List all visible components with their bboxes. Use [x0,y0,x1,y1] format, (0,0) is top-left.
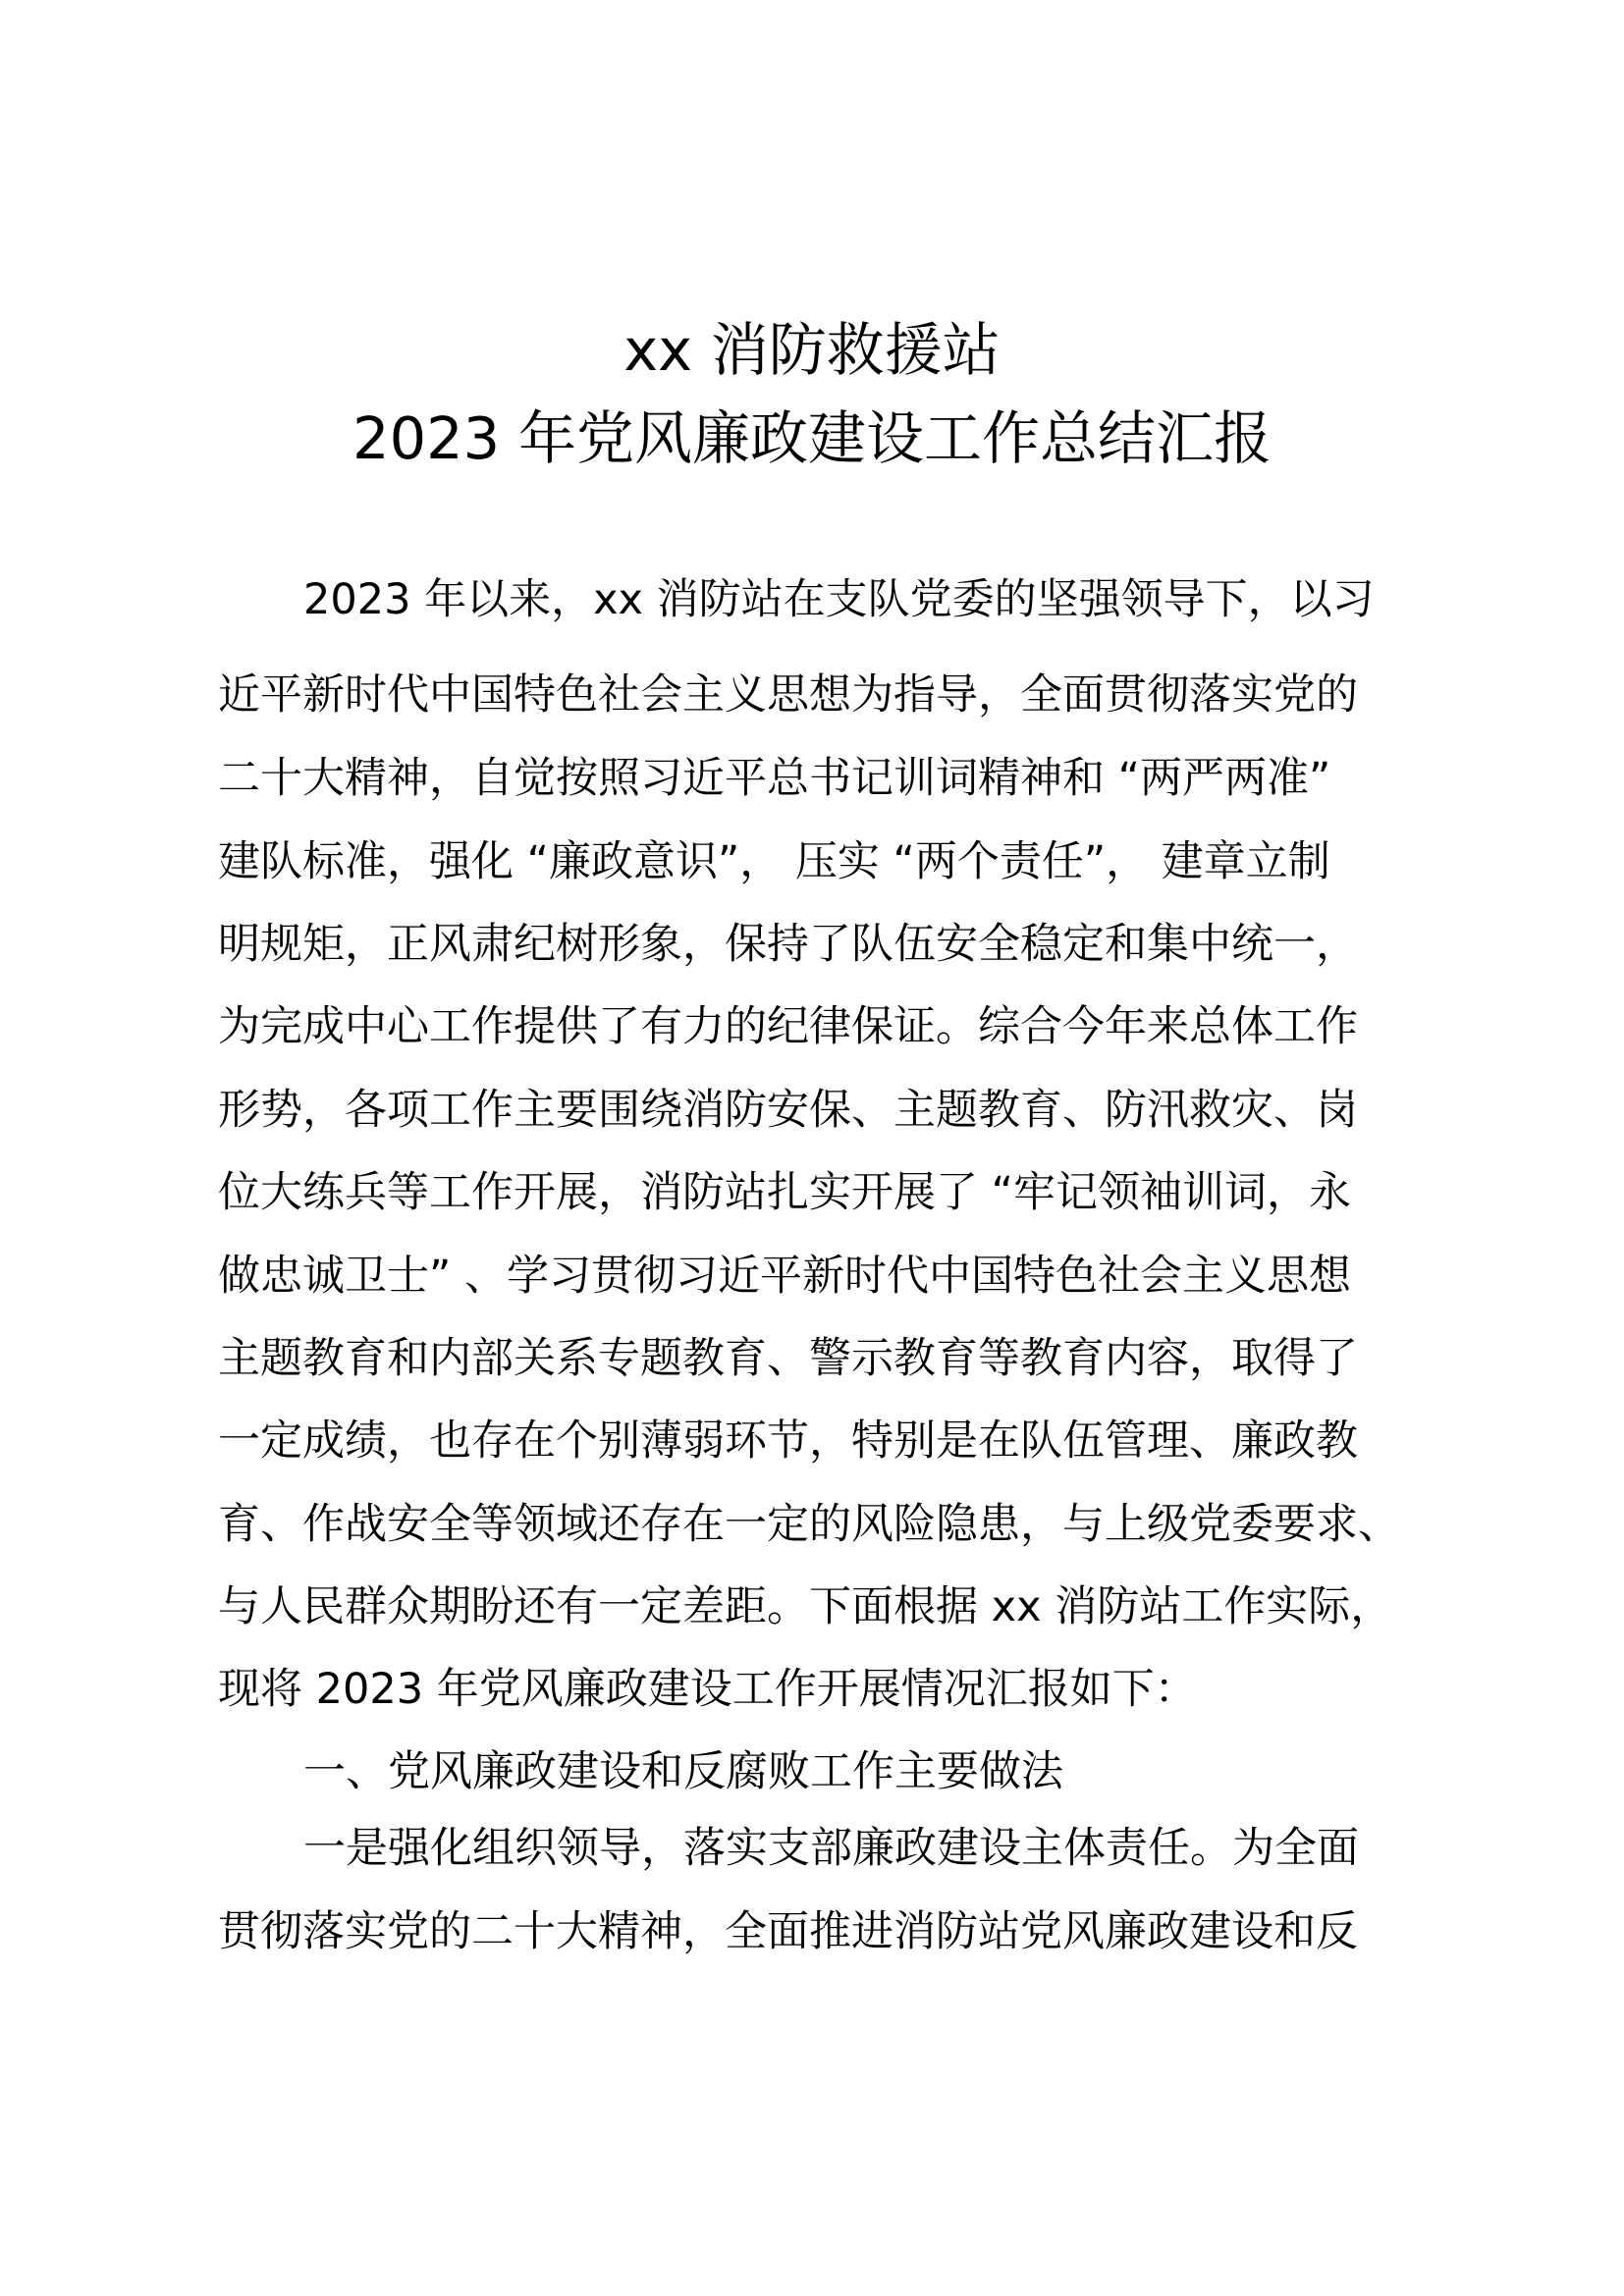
section-heading: 一、党风廉政建设和反腐败工作主要做法 [303,1747,1063,1796]
body-line: 贯彻落实党的二十大精神，全面推进消防站党风廉政建设和反 [218,1907,1358,1956]
body-line: 建队标准，强化 “廉政意识”， 压实 “两个责任”， 建章立制 [218,837,1330,886]
body-line: 二十大精神，自觉按照习近平总书记训词精神和 “两严两准” [218,754,1331,803]
document-title-line-2: 2023 年党风廉政建设工作总结汇报 [352,404,1272,472]
body-line: 位大练兵等工作开展，消防站扎实开展了 “牢记领袖训词，永 [218,1168,1351,1217]
body-line: 一定成绩，也存在个别薄弱环节，特别是在队伍管理、廉政教 [218,1416,1358,1466]
body-line: 为完成中心工作提供了有力的纪律保证。综合今年来总体工作 [218,1002,1358,1051]
body-line: 明规矩，正风肃纪树形象，保持了队伍安全稳定和集中统一， [218,920,1358,969]
body-line: 形势，各项工作主要围绕消防安保、主题教育、防汛救灾、岗 [218,1086,1358,1135]
body-line: 做忠诚卫士” 、学习贯彻习近平新时代中国特色社会主义思想 [218,1252,1351,1301]
body-line: 育、作战安全等领域还存在一定的风险隐患，与上级党委要求、 [218,1500,1400,1549]
body-line: 现将 2023 年党风廉政建设工作开展情况汇报如下： [218,1665,1197,1714]
body-line: 与人民群众期盼还有一定差距。下面根据 xx 消防站工作实际， [218,1582,1393,1631]
body-line: 主题教育和内部关系专题教育、警示教育等教育内容，取得了 [218,1334,1358,1383]
body-line: 2023 年以来，xx 消防站在支队党委的坚强领导下，以习 [303,575,1375,624]
body-line: 近平新时代中国特色社会主义思想为指导，全面贯彻落实党的 [218,670,1358,720]
body-line: 一是强化组织领导，落实支部廉政建设主体责任。为全面 [303,1824,1359,1873]
document-title-line-1: xx 消防救援站 [623,316,1001,384]
